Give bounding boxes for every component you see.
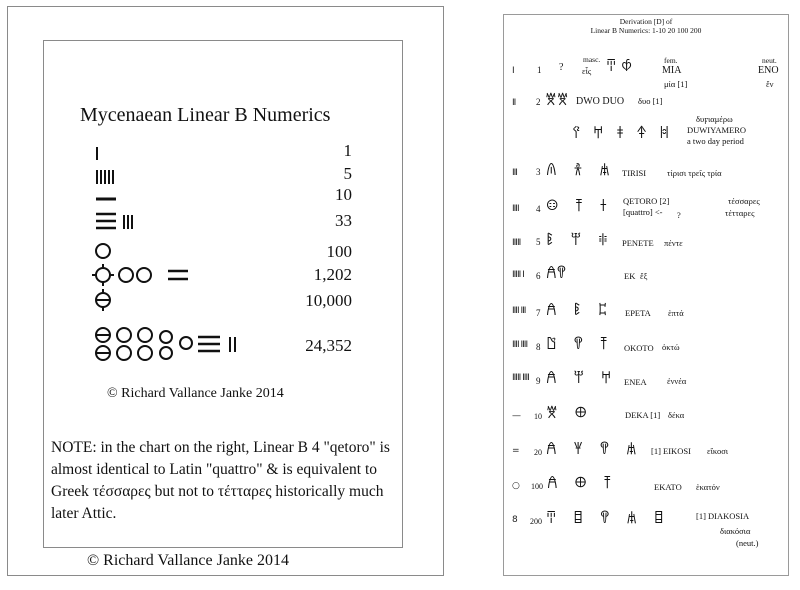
row8-word: OKOTO <box>624 343 654 353</box>
row7-signs: 𐀁 𐀟 𐀲 <box>546 301 614 319</box>
row2-extra-note: a two day period <box>687 136 744 146</box>
glyph-24352 <box>96 328 235 360</box>
row1-greek-heis: εἷς <box>582 66 592 76</box>
tally-5: IIIII <box>512 238 521 248</box>
num-4: 4 <box>536 204 541 214</box>
card-copyright: © Richard Vallance Janke 2014 <box>107 386 284 401</box>
tally-2: II <box>512 98 516 108</box>
row200-greek: διακόσια <box>720 526 751 536</box>
row10-word: DEKA [1] <box>625 410 661 420</box>
row4-word: QETORO [2] <box>623 196 670 206</box>
row200-signs: 𐀇 𐀊 𐀒 𐀯 𐀊 <box>546 509 670 527</box>
note-text: NOTE: in the chart on the right, Linear B 4 "qetoro" is almost identical to Latin "quattro" & is equivalent to Greek τέσσαρες but not to τέτταρες historically much later Attic. <box>51 439 390 522</box>
row100-greek: ἑκατόν <box>696 482 720 492</box>
row1-question: ? <box>559 62 564 73</box>
row5-greek: πέντε <box>664 238 683 248</box>
row9-greek: ἐννέα <box>667 376 687 386</box>
num-10: 10 <box>534 412 542 421</box>
num-1: 1 <box>537 65 542 75</box>
row1-greek-hen: ἕν <box>766 79 774 89</box>
row1-eno: ENO <box>758 65 779 76</box>
row4-question: ? <box>677 210 681 220</box>
glyph-33 <box>96 214 132 229</box>
value-100: 100 <box>326 242 352 261</box>
row9-signs: 𐀁 𐀚 𐀀 <box>546 369 618 387</box>
row10-greek: δέκα <box>668 410 685 420</box>
num-100: 100 <box>531 482 543 491</box>
row7-greek: ἑπτά <box>668 308 684 318</box>
row8-signs: 𐀃 𐀒 𐀵 <box>546 335 614 353</box>
row4-greek-b: τέτταρες <box>725 208 755 218</box>
row20-signs: 𐀁 𐀂 𐀒 𐀯 <box>546 440 643 458</box>
value-33: 33 <box>335 211 352 230</box>
tally-100: ○ <box>512 481 519 491</box>
row1-neut: neut. <box>762 56 777 65</box>
value-1202: 1,202 <box>313 265 352 284</box>
glyph-1202 <box>92 264 188 286</box>
num-2: 2 <box>536 97 541 107</box>
tally-1: I <box>512 66 514 76</box>
row1-mia: MIA <box>662 65 682 76</box>
row4-greek: τέσσαρες <box>728 196 760 206</box>
row3-signs: 𐀴 𐀪 𐀯 <box>546 161 616 179</box>
tally-7: IIII III <box>512 306 526 316</box>
tally-9: IIIII IIII <box>512 373 529 383</box>
num-8: 8 <box>536 342 541 352</box>
num-200: 200 <box>530 517 542 526</box>
stroke-5 <box>97 170 113 184</box>
row3-greek: τίρισι τρεῖς τρία <box>667 168 722 178</box>
row200-note: (neut.) <box>736 538 759 548</box>
tally-8: IIII IIII <box>512 340 528 350</box>
row1-fem: fem. <box>664 56 678 65</box>
tally-200: 8 <box>512 515 517 525</box>
glyph-10000 <box>96 289 110 311</box>
row6-word: EK <box>624 271 636 281</box>
row6-signs: 𐀁𐀒 <box>546 264 567 282</box>
value-24352: 24,352 <box>305 336 352 355</box>
num-3: 3 <box>536 167 541 177</box>
row2-signs: 𐀆𐀆 <box>545 91 569 109</box>
row100-word: EKATO <box>654 482 682 492</box>
derivation-title-line1: Derivation [D] of <box>619 17 673 26</box>
tally-3: III <box>512 168 517 178</box>
num-9: 9 <box>536 376 541 386</box>
row2-extra-greek: δυϝιαμέρω <box>696 114 733 124</box>
row5-word: PENETE <box>622 238 654 248</box>
row20-word: [1] EIKOSI <box>651 446 691 456</box>
tally-6: IIIII I <box>512 270 524 280</box>
row100-signs: 𐀁 𐀏 𐀵 <box>547 474 618 492</box>
num-6: 6 <box>536 271 541 281</box>
num-20: 20 <box>534 448 542 457</box>
row6-greek: ἕξ <box>640 271 648 281</box>
row2-dwo: DWO DUO <box>576 96 625 107</box>
derivation-title <box>503 17 789 35</box>
value-1: 1 <box>343 141 352 160</box>
row2-greek: δυο [1] <box>638 96 663 106</box>
num-5: 5 <box>536 237 541 247</box>
tally-4: IIII <box>512 204 519 214</box>
row2-extra-word: DUWIYAMERO <box>687 125 747 135</box>
derivation-title-line2: Linear B Numerics: 1-10 20 100 200 <box>590 26 702 35</box>
row5-signs: 𐀟 𐀚 𐀳 <box>546 231 614 249</box>
row10-signs: 𐀆 𐀏 <box>546 404 593 422</box>
row4-word-b: [quattro] <- <box>623 207 663 217</box>
circle-100 <box>96 244 110 258</box>
value-10000: 10,000 <box>305 291 352 310</box>
numerics-title: Mycenaean Linear B Numerics <box>80 104 331 126</box>
row2-signs2: 𐀈 𐀀 𐀞 𐀿 𐀝 <box>572 124 674 142</box>
row1-masc: masc. <box>583 55 601 64</box>
row7-word: EPETA <box>625 308 651 318</box>
row20-greek: εἴκοσι <box>707 446 729 456</box>
row1-greek-mia: μία [1] <box>664 79 688 89</box>
tally-20: = <box>512 446 519 456</box>
value-10: 10 <box>335 185 352 204</box>
row1-signs: 𐀇 𐀶 <box>606 57 633 75</box>
bottom-copyright: © Richard Vallance Janke 2014 <box>87 552 290 569</box>
row9-word: ENEA <box>624 377 647 387</box>
num-7: 7 <box>536 308 541 318</box>
row4-signs: 𐀤 𐀵 𐀫 <box>546 197 614 215</box>
tally-10: — <box>512 411 520 421</box>
value-5: 5 <box>343 164 352 183</box>
row8-greek: ὀκτώ <box>662 342 680 352</box>
row200-word: [1] DIAKOSIA <box>696 511 750 521</box>
row3-word: TIRISI <box>622 168 647 178</box>
